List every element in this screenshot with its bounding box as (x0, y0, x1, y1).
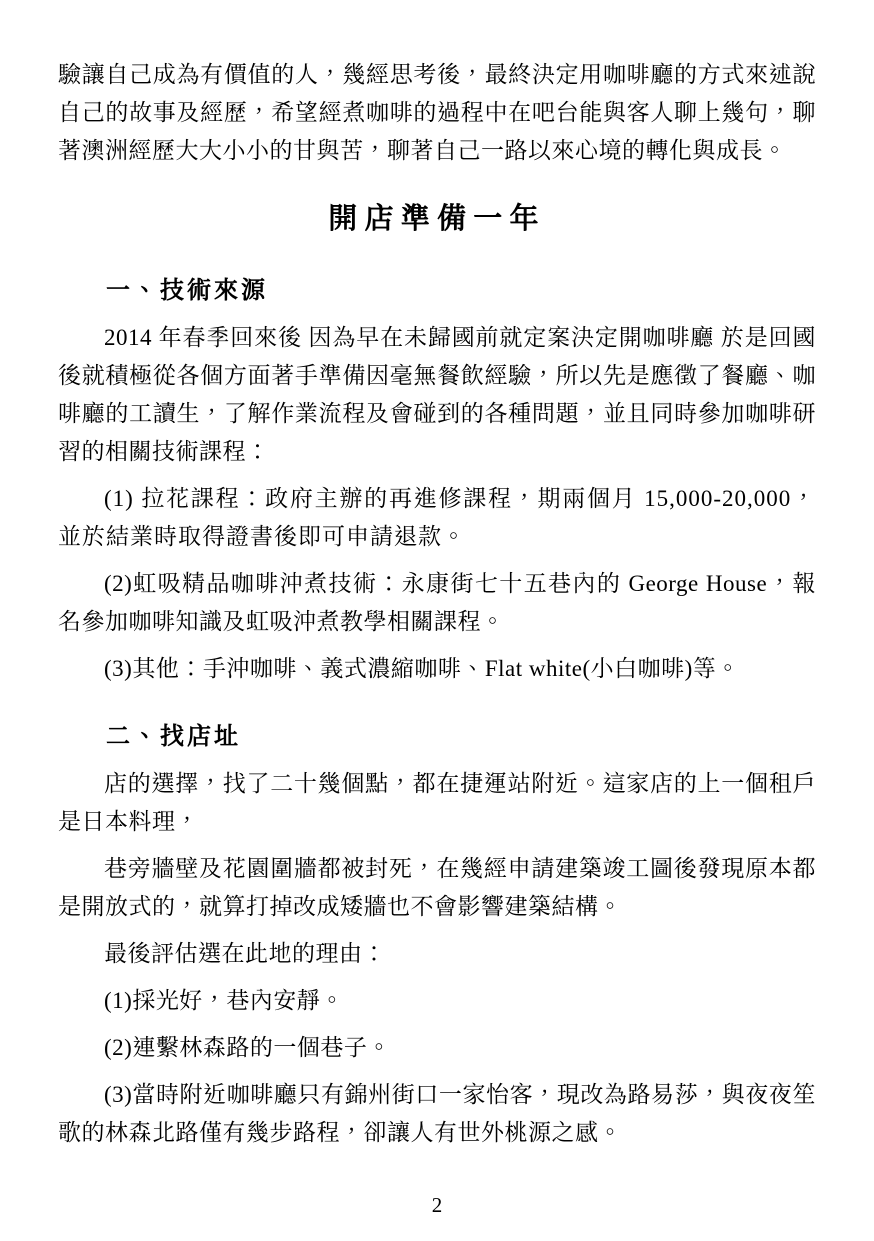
section-2-paragraph-3: 最後評估選在此地的理由： (104, 941, 386, 966)
section-1-list-item-2: (2)虹吸精品咖啡沖煮技術：永康街七十五巷內的 George House，報名參加咖啡知識及虹吸沖煮教學相關課程。 (58, 571, 816, 634)
section-1-list-item-1: (1) 拉花課程：政府主辦的再進修課程，期兩個月 15,000-20,000，並於結業時取得證書後即可申請退款。 (58, 486, 816, 549)
section-2-list-item-1: (1)採光好，巷內安靜。 (104, 988, 344, 1013)
intro-paragraph: 驗讓自己成為有價值的人，幾經思考後，最終決定用咖啡廳的方式來述說自己的故事及經歷，希望經煮咖啡的過程中在吧台能與客人聊上幾句，聊著澳洲經歷大大小小的甘與苦，聊著自己一路以來心境的轉化與成長。 (58, 62, 816, 163)
section-2-paragraph-1: 店的選擇，找了二十幾個點，都在捷運站附近。這家店的上一個租戶是日本料理， (58, 771, 816, 834)
document-content (58, 56, 816, 1152)
section-2-list-item-2: (2)連繫林森路的一個巷子。 (104, 1035, 391, 1060)
page-number: 2 (431, 1193, 443, 1217)
section-1-heading: 一、技術來源 (106, 278, 268, 304)
section-2-list-item-3: (3)當時附近咖啡廳只有錦州街口一家怡客，現改為路易莎，與夜夜笙歌的林森北路僅有幾步路程，卻讓人有世外桃源之感。 (58, 1082, 816, 1145)
section-2-paragraph-2: 巷旁牆壁及花園圍牆都被封死，在幾經申請建築竣工圖後發現原本都是開放式的，就算打掉改成矮牆也不會影響建築結構。 (58, 856, 816, 919)
section-2-heading: 二、找店址 (106, 724, 241, 750)
document-title: 開店準備一年 (328, 203, 546, 235)
section-1-list-item-3: (3)其他：手沖咖啡、義式濃縮咖啡、Flat white(小白咖啡)等。 (104, 656, 740, 681)
section-1-paragraph: 2014 年春季回來後 因為早在未歸國前就定案決定開咖啡廳 於是回國後就積極從各個方面著手準備因毫無餐飲經驗，所以先是應徵了餐廳、咖啡廳的工讀生，了解作業流程及會碰到的各種問題，並且同時參加咖啡研習的相關技術課程： (58, 325, 816, 464)
